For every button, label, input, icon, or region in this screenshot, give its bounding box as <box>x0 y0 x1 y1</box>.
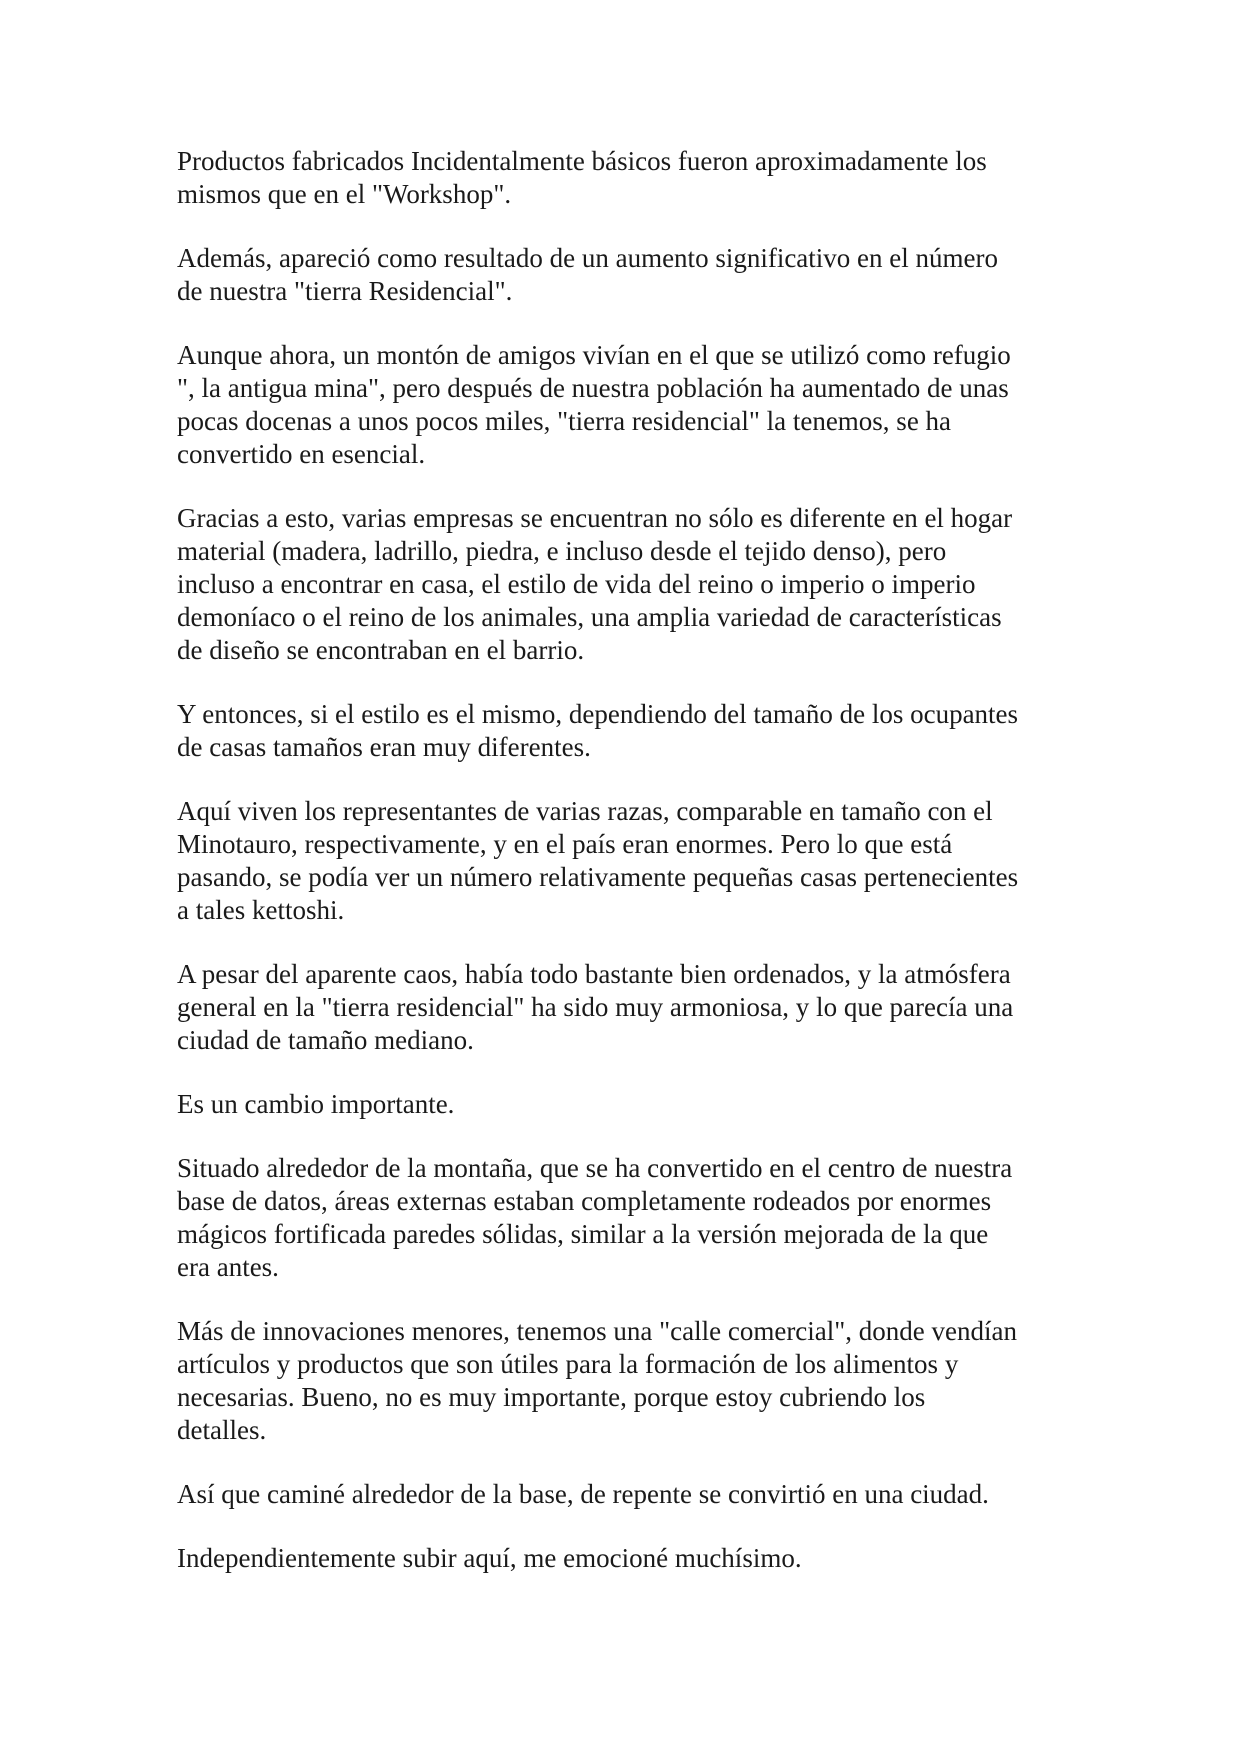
paragraph-6: Aquí viven los representantes de varias razas, comparable en tamaño con el Minotauro, respectivamente, y en el país eran enormes. Pero lo que está pasando, se podía ver un número relativamente pequeñas casas pertenecientes a tales kettoshi. <box>177 796 1019 925</box>
paragraph-10: Más de innovaciones menores, tenemos una "calle comercial", donde vendían artículos y productos que son útiles para la formación de los alimentos y necesarias. Bueno, no es muy importante, porque estoy cubriendo los detalles. <box>177 1316 1018 1445</box>
paragraph-9: Situado alrededor de la montaña, que se ha convertido en el centro de nuestra base de datos, áreas externas estaban completamente rodeados por enormes mágicos fortificada paredes sólidas, similar a la versión mejorada de la que era antes. <box>177 1153 1013 1282</box>
paragraph-7: A pesar del aparente caos, había todo bastante bien ordenados, y la atmósfera general en la "tierra residencial" ha sido muy armoniosa, y lo que parecía una ciudad de tamaño mediano. <box>177 959 1014 1055</box>
paragraph-3: Aunque ahora, un montón de amigos vivían en el que se utilizó como refugio ", la antigua mina", pero después de nuestra población ha aumentado de unas pocas docenas a unos pocos miles, "tierra residencial" la tenemos, se ha convertido en esencial. <box>177 340 1011 469</box>
paragraph-1: Productos fabricados Incidentalmente básicos fueron aproximadamente los mismos que en el "Workshop". <box>177 146 987 209</box>
paragraph-4: Gracias a esto, varias empresas se encuentran no sólo es diferente en el hogar material (madera, ladrillo, piedra, e incluso desde el tejido denso), pero incluso a encontrar en casa, el estilo de vida del reino o imperio o imperio demoníaco o el reino de los animales, una amplia variedad de características de diseño se encontraban en el barrio. <box>177 503 1013 665</box>
paragraph-5: Y entonces, si el estilo es el mismo, dependiendo del tamaño de los ocupantes de casas tamaños eran muy diferentes. <box>177 699 1019 762</box>
paragraph-2: Además, apareció como resultado de un aumento significativo en el número de nuestra "tierra Residencial". <box>177 243 998 306</box>
document-body <box>177 145 1077 1606</box>
paragraph-8: Es un cambio importante. <box>177 1089 455 1119</box>
paragraph-12: Independientemente subir aquí, me emocioné muchísimo. <box>177 1543 802 1573</box>
paragraph-11: Así que caminé alrededor de la base, de repente se convirtió en una ciudad. <box>177 1479 989 1509</box>
